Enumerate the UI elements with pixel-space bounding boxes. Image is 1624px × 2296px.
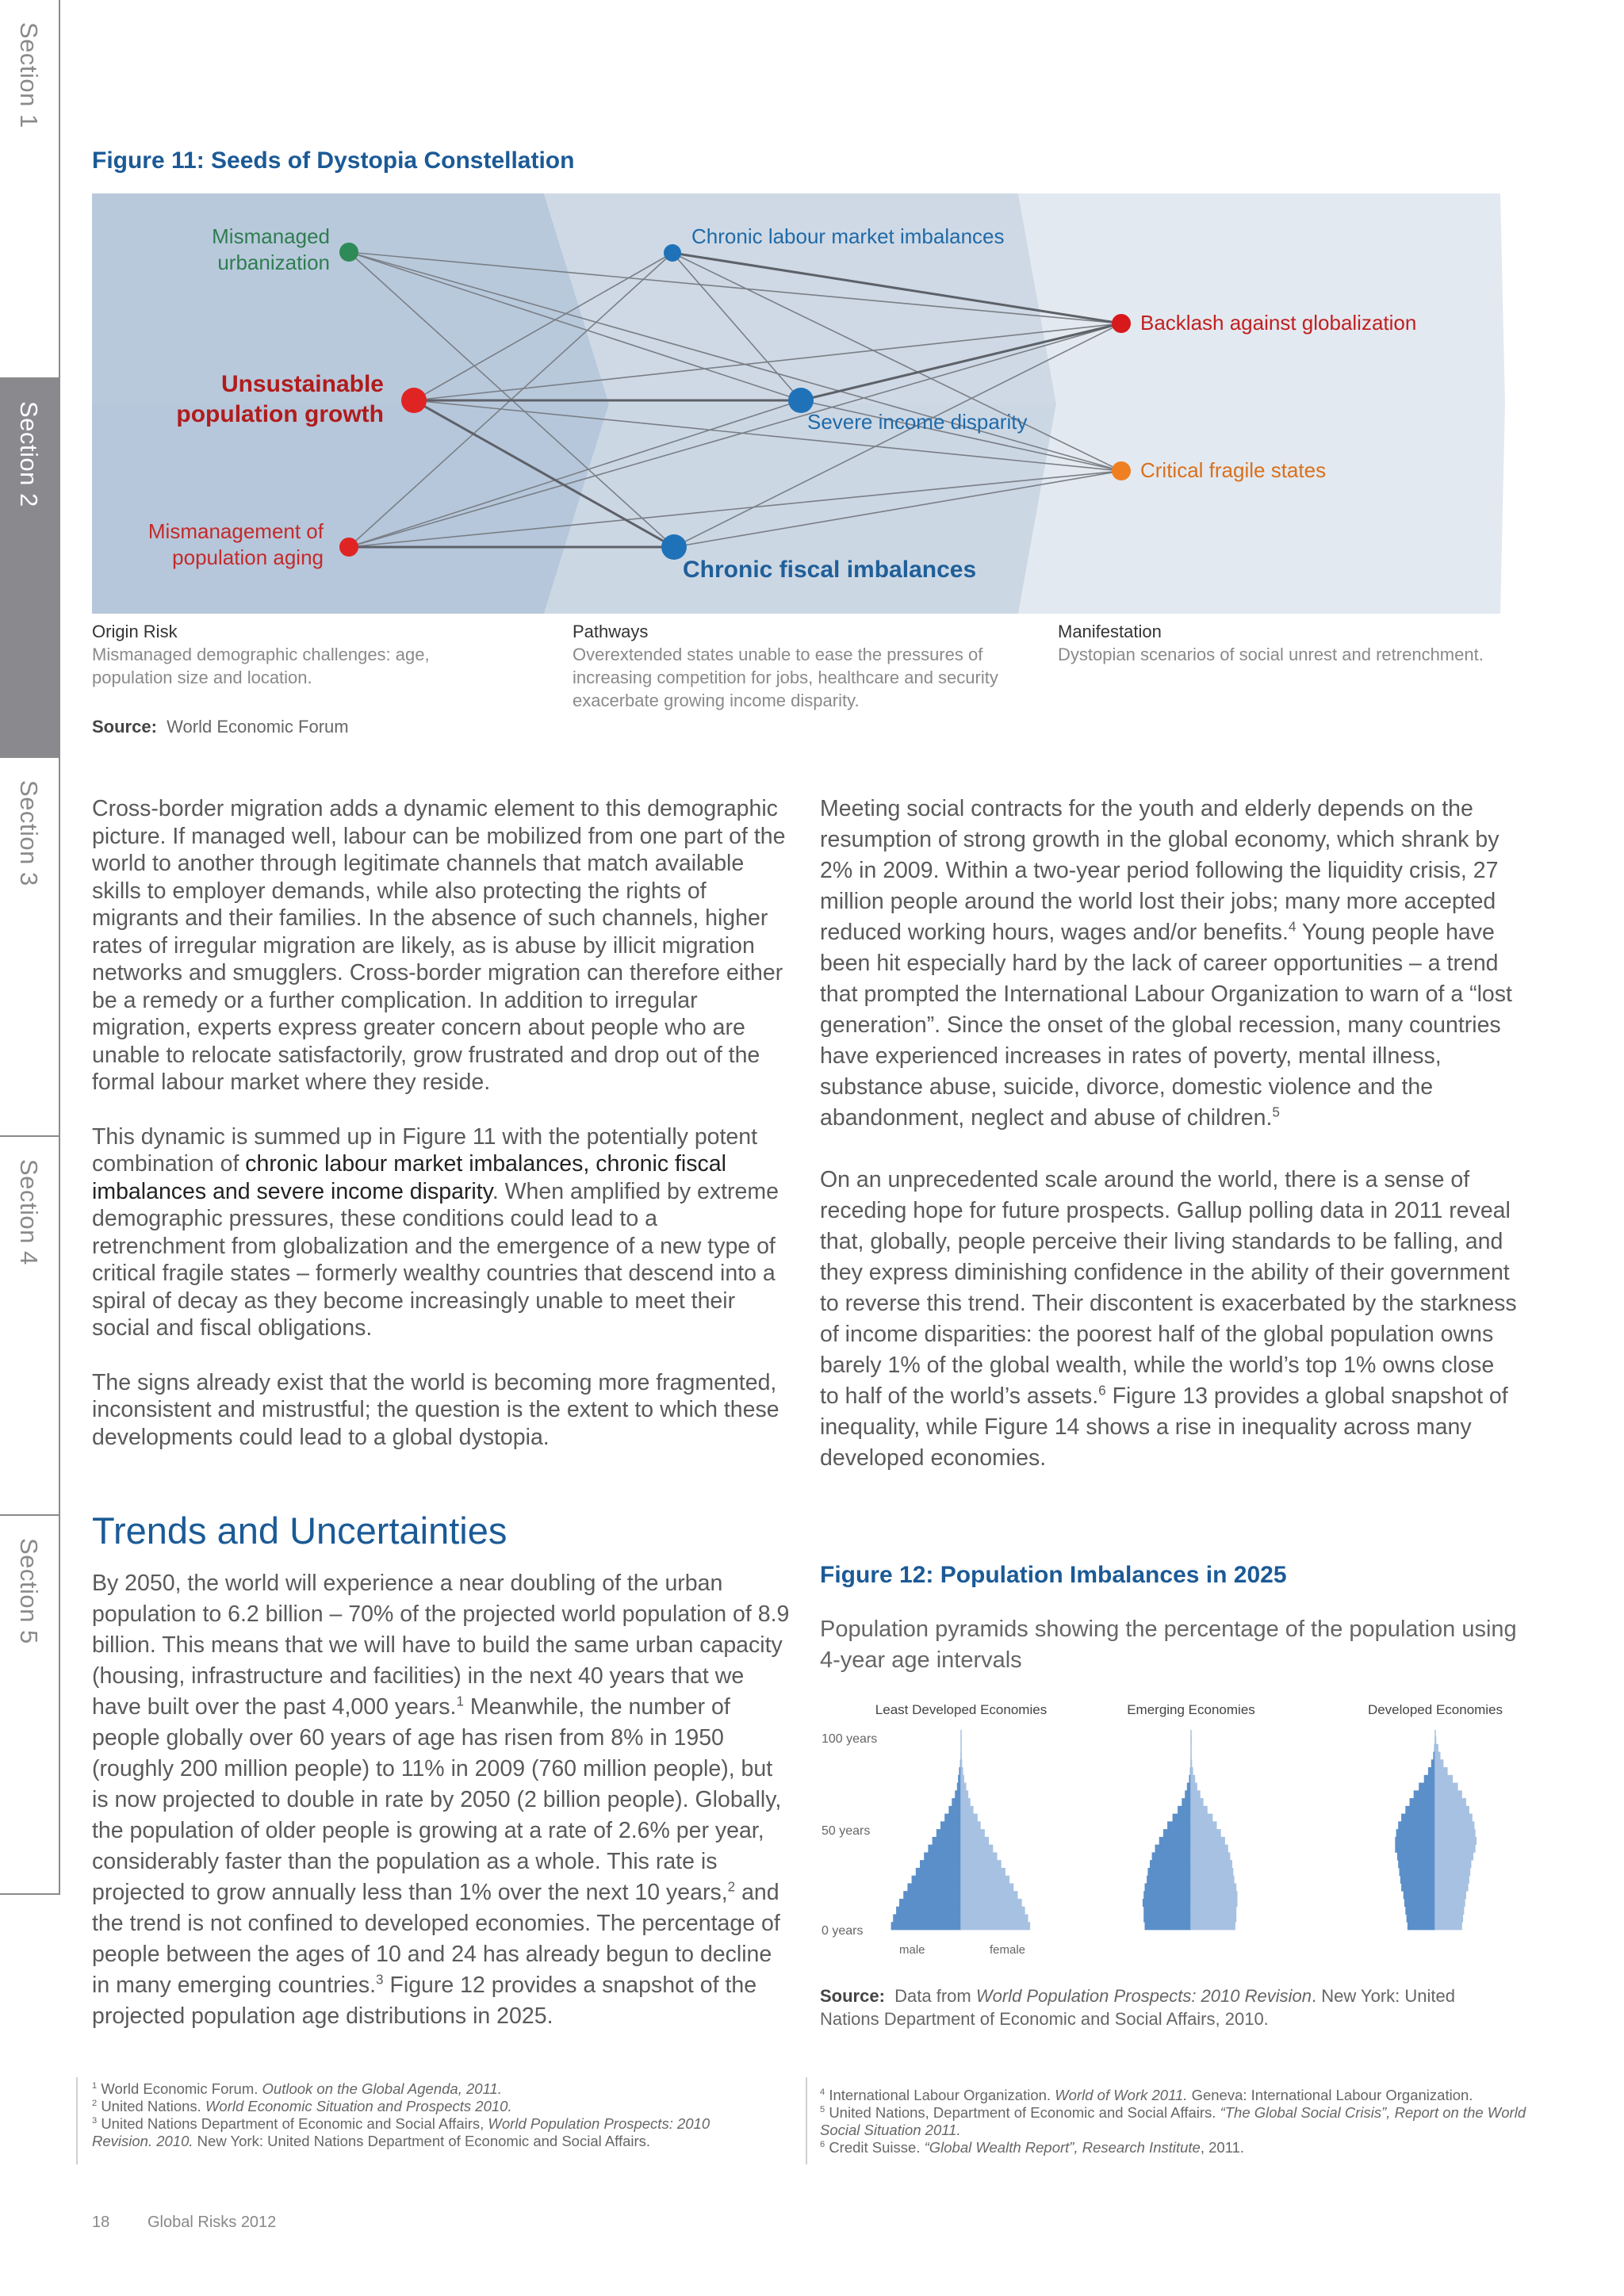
stage-description: Dystopian scenarios of social unrest and retrenchment. <box>1058 645 1484 664</box>
pyramid-bar-male <box>1143 1907 1191 1915</box>
pyramid-bar-female <box>961 1914 1028 1922</box>
footnotes-left <box>92 2080 774 2150</box>
footnote-4: $^4$ International Labour Organization. World of Work 2011. Geneva: International Labour Organization. <box>820 2087 1473 2103</box>
pyramid-bar-male <box>936 1829 961 1837</box>
pyramid-bar-male <box>1147 1868 1191 1876</box>
section-heading: Trends and Uncertainties <box>92 1510 508 1552</box>
footnote-6: $^6$ Credit Suisse. “Global Wealth Report”, Research Institute, 2011. <box>820 2139 1245 2156</box>
tab-label: Section 3 <box>15 780 43 886</box>
footnote-ref[interactable]: 4 <box>1288 919 1297 935</box>
pyramid-bar-female <box>961 1814 978 1822</box>
pyramid-bar-female <box>1191 1852 1230 1860</box>
footnote-rule-right <box>806 2077 807 2164</box>
pyramid-bar-male <box>1185 1790 1191 1798</box>
pyramid-bar-male <box>944 1814 961 1822</box>
stage-pathways <box>573 620 1001 712</box>
pyramid-bar-female <box>961 1876 1009 1884</box>
pyramid-bar-female <box>1435 1891 1466 1899</box>
footnote-2: $^2$ United Nations. World Economic Situation and Prospects 2010. <box>92 2098 512 2114</box>
stage-description: Overextended states unable to ease the pressures of increasing competition for jobs, healthcare and security exacerbate growing income disparity. <box>573 645 998 710</box>
paragraph: The signs already exist that the world is becoming more fragmented, inconsistent and mistrustful; the question is the extent to which these developments could lead to a global dystopia. <box>92 1369 779 1450</box>
pyramid-bar-female <box>1435 1767 1448 1775</box>
paragraph: On an unprecedented scale around the world, there is a sense of receding hope for future prospects. Gallup polling data in 2011 reveal that, globally, people perceive their living standards to be falling, and they express diminishing confidence in the ability of their government to reverse this trend. Their discontent is exacerbated by the starkness of income disparities: the poorest half of the global population owns barely 1% of the global wealth, while the world’s top 1% owns close to half of the world’s assets.$^6$ Figure 13 provides a global snapshot of inequality, while Figure 14 shows a rise in inequality across many developed economies. <box>820 1167 1517 1471</box>
manifestation-band <box>1018 193 1505 614</box>
pyramid-bar-male <box>928 1845 961 1853</box>
pyramid-bar-male <box>1428 1767 1435 1775</box>
pyramid-bar-female <box>1191 1798 1204 1806</box>
pyramid-bar-male <box>1150 1860 1191 1868</box>
pyramid-bar-female <box>1435 1829 1476 1837</box>
pyramid-bar-female <box>1435 1907 1464 1915</box>
node-fragile-states <box>1112 461 1131 480</box>
pyramid-bar-female <box>961 1922 1030 1930</box>
node-population-growth <box>401 388 427 413</box>
pyramid-bar-female <box>1191 1883 1236 1891</box>
footnote-3: $^3$ United Nations Department of Economic and Social Affairs, World Population Prospects: 2010 Revision. 2010. New York: United Nations Department of Economic and Social Affairs. <box>92 2115 710 2149</box>
pyramid-bar-male <box>1401 1814 1435 1822</box>
figure-11-title: Figure 11: Seeds of Dystopia Constellation <box>92 147 575 174</box>
pyramid-bar-male <box>916 1868 961 1876</box>
node-population-aging <box>339 538 358 557</box>
footnotes-right <box>820 2087 1534 2156</box>
pyramid-bar-female <box>1191 1821 1217 1829</box>
footnote-ref[interactable]: 1 <box>456 1693 464 1709</box>
figure-12-subtitle: Population pyramids showing the percentage of the population using 4-year age intervals <box>820 1617 1517 1673</box>
pyramid-bar-male <box>955 1790 961 1798</box>
pyramid-bar-male <box>1143 1899 1191 1907</box>
node-backlash <box>1112 314 1131 333</box>
paragraph: Meeting social contracts for the youth and elderly depends on the resumption of strong growth in the global economy, which shrank by 2% in 2009. Within a two-year period following the liquidity crisis, 27 million people around the world lost their jobs; many more accepted reduced working hours, wages and/or benefits.$^4$ Young people have been hit especially hard by the lack of career opportunities – a trend that prompted the International Labour Organization to warn of a “lost generation”. Since the onset of the global recession, many countries have experienced increases in rates of poverty, mental illness, substance abuse, suicide, divorce, domestic violence and the abandonment, neglect and abuse of children.$^5$ <box>820 796 1512 1131</box>
pyramid-bar-female <box>1191 1775 1195 1783</box>
age-tick-0: 0 years <box>822 1924 864 1938</box>
pyramid-bar-male <box>1395 1845 1435 1853</box>
stage-manifestation <box>1058 620 1565 666</box>
pyramid-bar-male <box>1404 1899 1435 1907</box>
pyramid-bar-female <box>1435 1868 1470 1876</box>
pyramid-bar-female <box>1435 1752 1441 1760</box>
pyramid-bar-female <box>961 1868 1005 1876</box>
footnote-ref[interactable]: 2 <box>727 1879 736 1895</box>
pyramid-bar-male <box>1414 1790 1435 1798</box>
stage-heading: Pathways <box>573 622 649 641</box>
stage-origin-risk <box>92 620 465 689</box>
pyramid-bar-female <box>961 1837 989 1845</box>
pyramid-bar-female <box>1435 1837 1477 1845</box>
pyramid-bar-male <box>896 1907 961 1915</box>
pyramid-bar-male <box>1401 1883 1435 1891</box>
pyramid-bar-male <box>1410 1798 1436 1806</box>
pyramid-bar-female <box>1191 1914 1236 1922</box>
emphasis-phrase: chronic labour market imbalances, chronic fiscal imbalances and severe income disparity <box>92 1151 726 1204</box>
footnote-1: $^1$ World Economic Forum. Outlook on the Global Agenda, 2011. <box>92 2080 502 2097</box>
footnote-5: $^5$ United Nations, Department of Economic and Social Affairs. “The Global Social Crisis”, Report on the World Social Situation 2011. <box>820 2104 1526 2138</box>
pyramid-bar-female <box>1191 1806 1208 1814</box>
age-tick-100: 100 years <box>822 1732 878 1746</box>
left-column <box>92 795 790 1478</box>
pyramid-bar-male <box>1143 1914 1191 1922</box>
stage-heading: Manifestation <box>1058 622 1162 641</box>
label-population-growth-2: population growth <box>176 401 384 427</box>
footnote-ref[interactable]: 3 <box>376 1972 384 1988</box>
tab-label: Section 5 <box>15 1538 43 1644</box>
pyramid-bar-female <box>961 1845 993 1853</box>
pyramid-bar-male <box>1163 1829 1191 1837</box>
stage-description: Mismanaged demographic challenges: age, population size and location. <box>92 645 430 687</box>
pyramid-bar-male <box>1398 1821 1435 1829</box>
label-population-aging-2: population aging <box>172 545 324 569</box>
female-label: female <box>990 1943 1026 1957</box>
tab-section-3[interactable] <box>0 758 60 1137</box>
pyramid-bar-male <box>952 1798 961 1806</box>
pyramid-bar-male <box>1182 1798 1191 1806</box>
pyramid-bar-male <box>1407 1914 1435 1922</box>
pyramid-bar-female <box>1191 1891 1238 1899</box>
paragraph: Cross-border migration adds a dynamic element to this demographic picture. If managed well, labour can be mobilized from one part of the world to another through legitimate channels that match available skills to employer demands, while also protecting the rights of migrants and their families. In the absence of such channels, higher rates of irregular migration are likely, as is abuse by illicit migration networks and smugglers. Cross-border migration can therefore either be a remedy or a further complication. In addition to irregular migration, experts express greater concern about people who are unable to relocate satisfactorily, grow frustrated and drop out of the formal labour market where they reside. <box>92 796 786 1095</box>
stage-heading: Origin Risk <box>92 622 178 641</box>
label-urbanization-1: Mismanaged <box>212 224 330 248</box>
pyramid-bar-female <box>1435 1860 1472 1868</box>
pyramid-bar-male <box>1424 1775 1435 1783</box>
label-backlash: Backlash against globalization <box>1140 311 1417 335</box>
pyramid-bar-male <box>891 1922 961 1930</box>
pyramid-bar-female <box>1435 1814 1473 1822</box>
pyramid-bar-male <box>1400 1868 1436 1876</box>
pyramid-bar-male <box>1400 1876 1435 1884</box>
source-text: World Economic Forum <box>167 717 349 737</box>
publication-title: Global Risks 2012 <box>147 2214 277 2231</box>
pyramid-bar-female <box>1435 1806 1469 1814</box>
pyramid-title-emerging: Emerging Economies <box>1127 1702 1255 1717</box>
pyramid-bar-female <box>1191 1876 1235 1884</box>
pyramid-bar-female <box>961 1860 1002 1868</box>
pyramid-bar-female <box>1435 1821 1474 1829</box>
label-income-disparity: Severe income disparity <box>807 410 1028 434</box>
pyramid-bar-male <box>1145 1883 1192 1891</box>
pyramid-bar-male <box>907 1883 961 1891</box>
pyramid-bar-female <box>1191 1783 1197 1791</box>
paragraph: This dynamic is summed up in Figure 11 with the potentially potent combination of chronic labour market imbalances, chronic fiscal imbalances and severe income disparity. When amplified by extreme demographic pressures, these conditions could lead to a retrenchment from globalization and the emergence of a new type of critical fragile states – formerly wealthy countries that descend into a spiral of decay as they become increasingly unable to meet their social and fiscal obligations. <box>92 1123 779 1341</box>
pyramid-bar-male <box>940 1821 961 1829</box>
label-fiscal-imbalances: Chronic fiscal imbalances <box>683 557 977 583</box>
pyramid-bar-male <box>948 1806 961 1814</box>
pyramid-bar-male <box>1405 1806 1435 1814</box>
page-number: 18 <box>92 2214 110 2231</box>
label-labour-market: Chronic labour market imbalances <box>691 224 1005 248</box>
pyramid-bar-female <box>1435 1845 1476 1853</box>
pyramid-bar-female <box>961 1899 1022 1907</box>
trends-paragraph: By 2050, the world will experience a near doubling of the urban population to 6.2 billion – 70% of the projected world population of 8.9 billion. This means that we will have to build the same urban capacity (housing, infrastructure and facilities) in the next 40 years that we have built over the past 4,000 years.$^1$ Meanwhile, the number of people globally over 60 years of age has risen from 8% in 1950 (roughly 200 million people) to 11% in 2009 (760 million people), but is now projected to double in rate by 2050 (2 billion people). Globally, the population of older people is growing at a rate of 2.6% per year, considerably faster than the population as a whole. This rate is projected to grow annually less than 1% over the next 10 years,$^2$ and the trend is not confined to developed economies. The percentage of people between the ages of 10 and 24 has already begun to decline in many emerging countries.$^3$ Figure 12 provides a snapshot of the projected population age distributions in 2025. <box>92 1571 790 2029</box>
pyramid-bar-male <box>1397 1852 1435 1860</box>
label-fragile-states: Critical fragile states <box>1140 458 1327 482</box>
pyramid-bar-female <box>1191 1829 1221 1837</box>
pyramid-bar-female <box>961 1829 985 1837</box>
pyramid-bar-male <box>903 1891 961 1899</box>
tab-label: Section 2 <box>15 401 43 507</box>
age-tick-50: 50 years <box>822 1824 871 1838</box>
pyramid-bar-male <box>933 1837 961 1845</box>
tab-section-1[interactable] <box>0 0 60 379</box>
pyramid-bar-female <box>1435 1775 1453 1783</box>
source-label: Source: <box>92 717 157 737</box>
pyramid-bar-male <box>1419 1783 1435 1791</box>
pyramid-bar-male <box>1431 1759 1435 1767</box>
pyramid-bars <box>891 1730 1477 1930</box>
pyramid-bar-male <box>1145 1922 1192 1930</box>
pyramid-bar-female <box>1435 1790 1462 1798</box>
label-urbanization-2: urbanization <box>217 251 330 274</box>
label-population-aging-1: Mismanagement of <box>147 519 324 543</box>
section-tabs <box>0 0 62 1903</box>
constellation-diagram <box>92 193 1505 614</box>
tab-label: Section 1 <box>15 22 43 128</box>
pyramid-bar-female <box>1191 1814 1212 1822</box>
pyramid-bar-female <box>961 1821 981 1829</box>
age-axis <box>822 1732 877 1938</box>
figure-12-title: Figure 12: Population Imbalances in 2025 <box>820 1562 1287 1588</box>
pyramid-bar-female <box>1191 1899 1238 1907</box>
pyramid-bar-female <box>1435 1922 1462 1930</box>
footnote-ref[interactable]: 6 <box>1098 1383 1106 1399</box>
figure-12-source: Source: Data from World Population Prospects: 2010 Revision. New York: United Nations Department of Economic and Social Affairs, 2010. <box>820 1986 1455 2029</box>
label-population-growth-1: Unsustainable <box>220 371 384 397</box>
male-label: male <box>899 1943 925 1957</box>
pyramid-bar-female <box>1191 1845 1228 1853</box>
pyramid-bar-male <box>1187 1783 1191 1791</box>
pyramid-bar-male <box>1159 1837 1191 1845</box>
footnote-rule-left <box>76 2077 78 2164</box>
pyramid-bar-female <box>1191 1860 1232 1868</box>
pyramid-bar-female <box>961 1852 998 1860</box>
pyramid-bar-male <box>1152 1852 1191 1860</box>
pyramid-bar-male <box>957 1783 961 1791</box>
pyramid-bar-male <box>1395 1837 1435 1845</box>
pyramid-bar-male <box>1398 1860 1435 1868</box>
pyramid-bar-female <box>1435 1883 1469 1891</box>
pyramid-bar-female <box>1191 1922 1235 1930</box>
pyramid-bar-female <box>961 1891 1018 1899</box>
pyramid-bar-female <box>961 1790 968 1798</box>
pyramid-bar-female <box>1435 1914 1463 1922</box>
pyramid-bar-male <box>899 1899 961 1907</box>
pyramid-bar-male <box>1405 1907 1435 1915</box>
pyramid-bar-female <box>1435 1798 1466 1806</box>
pyramid-bar-female <box>1191 1868 1233 1876</box>
pyramid-bar-female <box>961 1798 971 1806</box>
pyramid-bar-male <box>1396 1829 1435 1837</box>
pyramid-bar-female <box>1191 1837 1225 1845</box>
pyramid-bar-female <box>1435 1876 1469 1884</box>
pyramid-bar-female <box>1191 1907 1236 1915</box>
pyramid-bar-female <box>961 1907 1025 1915</box>
pyramid-bar-male <box>1167 1821 1191 1829</box>
tab-section-2[interactable] <box>0 379 60 758</box>
pyramid-bar-male <box>924 1852 961 1860</box>
right-column <box>820 794 1518 1505</box>
pyramid-bar-female <box>961 1783 967 1791</box>
pyramid-bar-female <box>1435 1783 1458 1791</box>
pyramid-title-least-developed: Least Developed Economies <box>875 1702 1048 1717</box>
pyramid-bar-male <box>1178 1806 1191 1814</box>
pyramid-bar-female <box>1435 1899 1465 1907</box>
pyramid-bar-female <box>961 1883 1013 1891</box>
pyramid-bar-male <box>1155 1845 1192 1853</box>
footnote-ref[interactable]: 5 <box>1272 1104 1280 1120</box>
pyramid-title-developed: Developed Economies <box>1367 1702 1503 1717</box>
pyramid-bar-male <box>893 1914 961 1922</box>
pyramid-bar-male <box>912 1876 961 1884</box>
pyramid-bar-male <box>1408 1922 1435 1930</box>
node-labour-market <box>664 244 681 262</box>
node-mismanaged-urbanization <box>339 243 358 262</box>
pyramid-bar-male <box>1147 1876 1191 1884</box>
tab-section-5[interactable] <box>0 1516 60 1895</box>
pyramid-bar-female <box>961 1806 974 1814</box>
population-pyramids-chart <box>817 1687 1530 1973</box>
source-label: Source: <box>820 1986 885 2006</box>
pyramid-bar-female <box>1191 1790 1201 1798</box>
pyramid-bar-male <box>1404 1891 1435 1899</box>
pyramid-bar-female <box>1435 1852 1473 1860</box>
pyramid-bar-male <box>920 1860 961 1868</box>
tab-section-4[interactable] <box>0 1137 60 1516</box>
pyramid-bar-male <box>1173 1814 1191 1822</box>
origin-band-lower <box>92 404 609 614</box>
pyramid-bar-female <box>1435 1759 1443 1767</box>
pyramid-bar-male <box>1143 1891 1191 1899</box>
tab-label: Section 4 <box>15 1159 43 1265</box>
figure-11-source <box>92 717 349 737</box>
